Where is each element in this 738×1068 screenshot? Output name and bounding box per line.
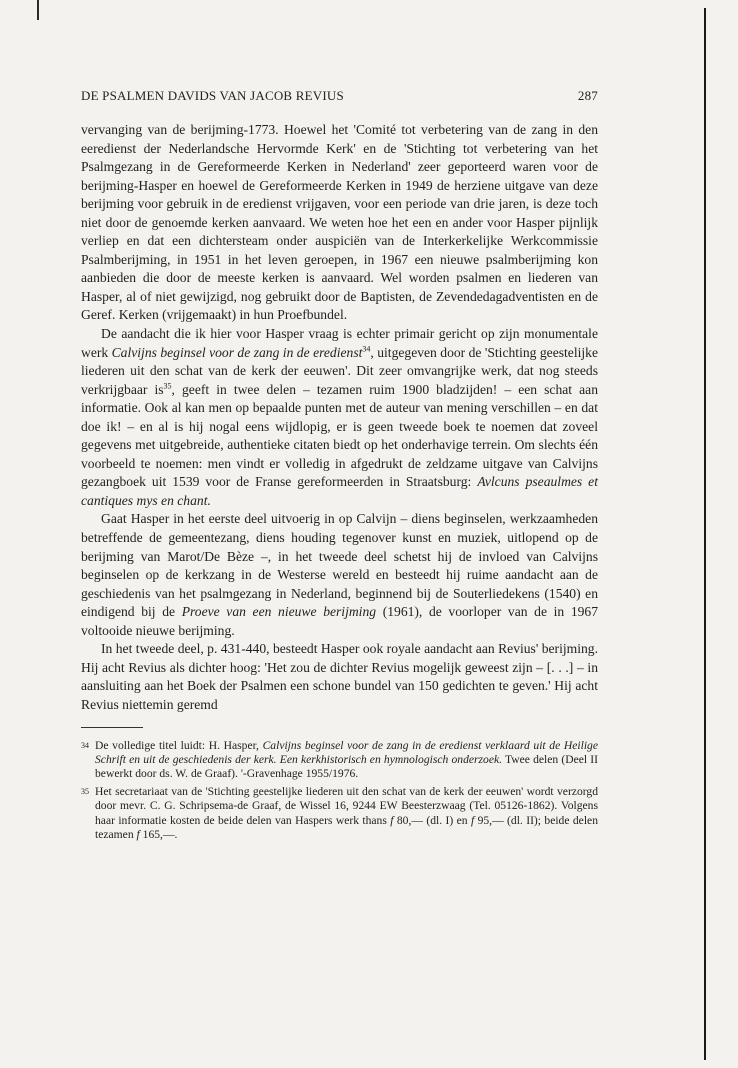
text-run: 80,— (dl. I) en: [393, 813, 471, 827]
footnote-separator: [81, 727, 143, 728]
paragraph: [81, 640, 598, 714]
italic-title: f: [390, 813, 394, 827]
footnotes: [81, 739, 598, 842]
text-run: , uitgegeven door de 'Stichting geestelijke liederen uit den schat van de kerk der eeuwen'. Dit zeer omvangrijke werk, dat nog steeds verkrijgbaar is: [81, 344, 598, 397]
text-run: De volledige titel luidt: H. Hasper,: [95, 738, 263, 752]
footnote-number: 35: [81, 787, 89, 797]
italic-title: Avlcuns pseaulmes et cantiques mys en chant.: [81, 474, 598, 508]
paragraph: [81, 325, 598, 510]
footnote-text: [95, 785, 598, 842]
footnote-reference: 35: [163, 381, 172, 391]
text-run: 165,—.: [139, 827, 178, 841]
book-page: [81, 88, 598, 846]
page-edge-line-left: [37, 0, 39, 20]
text-run: (1961), de voorloper van de in 1967 voltooide nieuwe berijming.: [81, 604, 599, 638]
paragraph: [81, 121, 598, 325]
text-run: In het tweede deel, p. 431-440, besteedt Hasper ook royale aandacht aan Revius' berijming. Hij acht Revius als dichter hoog: 'Het zou de dichter Revius mogelijk geweest zijn – [. . .] – in aansluiting aan het Boek der Psalmen een schone bundel van 150 gedichten te geven.' Hij acht Revius niettemin geremd: [81, 641, 598, 712]
footnote-reference: 34: [362, 344, 371, 354]
italic-title: f: [136, 827, 140, 841]
italic-title: Proeve van een nieuwe berijming: [181, 604, 377, 620]
body-text: [81, 121, 598, 715]
page-number: 287: [577, 88, 598, 103]
text-run: Het secretariaat van de 'Stichting geestelijke liederen uit den schat van de kerk der eeuwen' wordt verzorgd door mevr. C. G. Schripsema-de Graaf, de Wissel 16, 9244 EW Beesterzwaag (Tel. 05126-1862). Volgens haar informatie kosten de beide delen van Haspers werk thans: [95, 785, 598, 827]
running-title: DE PSALMEN DAVIDS VAN JACOB REVIUS: [81, 88, 344, 103]
text-run: Gaat Hasper in het eerste deel uitvoerig in op Calvijn – diens beginselen, werkzaamheden betreffende de gemeentezang, diens houding tegenover kunst en muziek, uitlopend op de berijming van Marot/De Bèze –, in het tweede deel schetst hij de invloed van Calvijns beginselen op de kerkzang in de Westerse wereld en besteedt hij ruime aandacht aan de geschiedenis van het psalmgezang in Nederland, beginnend bij de Souterliedekens (1540) en eindigend bij de: [81, 511, 598, 620]
footnote: [81, 739, 598, 782]
text-run: vervanging van de berijming-1773. Hoewel het 'Comité tot verbetering van de zang in den eeredienst der Nederlandsche Hervormde Kerk' en de 'Stichting tot verbetering van het Psalmgezang in de Gereformeerde Kerken in Nederland' zeer geporteerd waren voor de berijming-Hasper en hoewel de Gereformeerde Kerken in 1949 de herziene uitgave van deze berijming voor gebruik in de eredienst vrijgaven, voor een periode van drie jaren, is deze toch niet door de genoemde kerken aanvaard. We weten hoe het een en ander voor Hasper pijnlijk verliep en dat een dichtersteam onder auspiciën van de Interkerkelijke Werkcommissie Psalmberijming, in 1951 in het leven geroepen, in 1967 een nieuwe psalmberijming kon aanbieden die door de meeste kerken is aanvaard. Wel worden psalmen en liederen van Hasper, al of niet gewijzigd, nog gebruikt door de Baptisten, de Zevendedagadventisten en de Geref. Kerken (vrijgemaakt) in hun Proefbundel.: [81, 122, 598, 323]
paragraph: [81, 510, 598, 640]
text-run: , geeft in twee delen – tezamen ruim 1900 bladzijden! – een schat aan informatie. Ook al kan men op bepaalde punten met de auteur van mening verschillen – en dat doe ik! – en al is hij nogal eens wijdlopig, er is geen tweede boek te noemen dat zoveel gegevens met uitgebreide, authentieke citaten biedt op het onderhavige terrein. Om slechts één voorbeeld te noemen: men vindt er volledig in afgedrukt de zeldzame uitgave van Calvijns gezangboek uit 1539 voor de Franse gereformeerden in Straatsburg:: [81, 381, 598, 490]
text-run: Twee delen (Deel II bewerkt door ds. W. de Graaf). '-Gravenhage 1955/1976.: [95, 752, 599, 780]
italic-title: Calvijns beginsel voor de zang in de eredienst: [111, 344, 363, 360]
footnote: [81, 785, 598, 842]
text-run: 95,— (dl. II); beide delen tezamen: [95, 813, 598, 841]
footnote-text: [95, 739, 598, 782]
italic-title: f: [470, 813, 475, 827]
page-edge-line-right: [704, 8, 706, 1060]
running-header: [81, 88, 598, 104]
italic-title: Calvijns beginsel voor de zang in de eredienst verklaard uit de Heilige Schrift en uit de geschiedenis der kerk. Een kerkhistorisch en hymnologisch onderzoek.: [95, 738, 598, 766]
text-run: De aandacht die ik hier voor Hasper vraag is echter primair gericht op zijn monumentale werk: [81, 326, 598, 360]
footnote-number: 34: [81, 740, 89, 750]
